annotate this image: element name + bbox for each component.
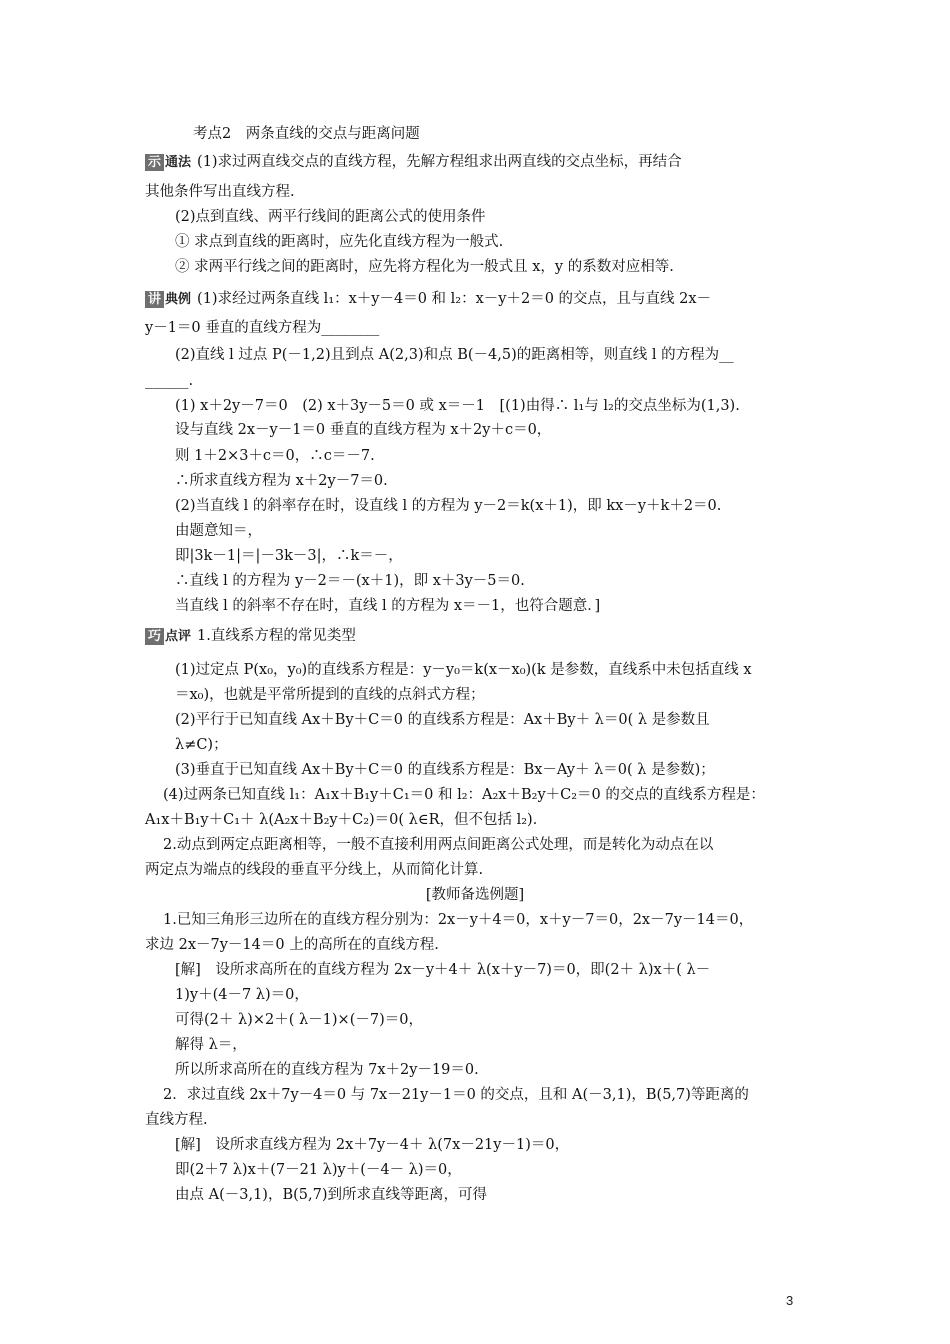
dianli-line-3: (2)直线 l 过点 P(－1,2)且到点 A(2,3)和点 B(－4,5)的距离相等，则直线 l 的方程为__	[175, 347, 734, 363]
example-line-6: 解得 λ＝，	[175, 1037, 247, 1053]
tongfa-line-1	[145, 152, 682, 172]
tongfa-tag-text: 通法	[165, 154, 192, 170]
dianli-tag	[145, 291, 191, 308]
dianping-line-10: 两定点为端点的线段的垂直平分线上，从而简化计算.	[145, 862, 484, 878]
tongfa-tag	[145, 154, 191, 171]
answer-line-1: (1) x＋2y－7＝0 (2) x＋3y－5＝0 或 x＝－1 [(1)由得∴ l₁与 l₂的交点坐标为(1,3).	[175, 398, 740, 414]
dianping-line-1	[145, 626, 356, 646]
dianping-line-5: λ≠C)；	[175, 737, 228, 753]
answer-line-7: 即|3k－1|＝|－3k－3|，∴k＝－，	[175, 548, 403, 564]
answer-line-6: 由题意知＝，	[175, 523, 262, 539]
answer-line-4: ∴所求直线方程为 x＋2y－7＝0.	[175, 473, 388, 489]
dianping-tag-box: 巧	[145, 628, 164, 645]
dianping-line-3: ＝x₀)，也就是平常所提到的直线的点斜式方程；	[175, 687, 485, 703]
answer-line-2: 设与直线 2x－y－1＝0 垂直的直线方程为 x＋2y＋c＝0，	[175, 422, 552, 438]
dianping-line-4: (2)平行于已知直线 Ax＋By＋C＝0 的直线系方程是：Ax＋By＋ λ＝0( λ 是参数且	[175, 712, 710, 728]
answer-line-3: 则 1＋2×3＋c＝0，∴c＝－7.	[175, 448, 375, 464]
example-line-1: 1.已知三角形三边所在的直线方程分别为：2x－y＋4＝0，x＋y－7＝0，2x－7y－14＝0，	[163, 912, 754, 928]
page-number: 3	[786, 1293, 794, 1308]
tongfa-line-2: 其他条件写出直线方程.	[145, 184, 295, 200]
tongfa-line-3: (2)点到直线、两平行线间的距离公式的使用条件	[175, 209, 486, 225]
answer-line-8: ∴直线 l 的方程为 y－2＝－(x＋1)，即 x＋3y－5＝0.	[175, 573, 525, 589]
example-line-8: 2．求过直线 2x＋7y－4＝0 与 7x－21y－1＝0 的交点，且和 A(－3,1)，B(5,7)等距离的	[163, 1087, 749, 1103]
example-line-3: [解] 设所求高所在的直线方程为 2x－y＋4＋ λ(x＋y－7)＝0，即(2＋ λ)x＋( λ－	[175, 962, 711, 978]
example-line-11: 即(2＋7 λ)x＋(7－21 λ)y＋(－4－ λ)＝0，	[175, 1162, 462, 1178]
example-line-12: 由点 A(－3,1)，B(5,7)到所求直线等距离，可得	[175, 1187, 487, 1203]
teacher-examples-heading: [教师备选例题]	[425, 887, 525, 903]
dianping-line-8: A₁x＋B₁y＋C₁＋ λ(A₂x＋B₂y＋C₂)＝0( λ∈R，但不包括 l₂)．	[145, 812, 548, 828]
dianli-line-4: ______.	[145, 373, 194, 389]
example-line-5: 可得(2＋ λ)×2＋( λ－1)×(－7)＝0，	[175, 1012, 423, 1028]
example-line-10: [解] 设所求直线方程为 2x＋7y－4＋ λ(7x－21y－1)＝0，	[175, 1137, 570, 1153]
example-line-7: 所以所求高所在的直线方程为 7x＋2y－19＝0.	[175, 1062, 479, 1078]
dianping-line-6: (3)垂直于已知直线 Ax＋By＋C＝0 的直线系方程是：Bx－Ay＋ λ＝0( λ 是参数)；	[175, 762, 715, 778]
tongfa-text-1: (1)求过两直线交点的直线方程，先解方程组求出两直线的交点坐标，再结合	[197, 154, 682, 170]
tongfa-tag-box: 示	[145, 154, 164, 171]
dianli-text-1: (1)求经过两条直线 l₁：x＋y－4＝0 和 l₂：x－y＋2＝0 的交点，且与直线 2x－	[197, 291, 712, 307]
dianping-tag-text: 点评	[165, 628, 192, 644]
section-title: 考点2 两条直线的交点与距离问题	[193, 126, 420, 142]
dianli-line-2: y－1＝0 垂直的直线方程为________	[145, 320, 380, 336]
answer-line-5: (2)当直线 l 的斜率存在时，设直线 l 的方程为 y－2＝k(x＋1)，即 kx－y＋k＋2＝0.	[175, 498, 722, 514]
dianping-line-9: 2.动点到两定点距离相等，一般不直接利用两点间距离公式处理，而是转化为动点在以	[163, 837, 714, 853]
dianli-line-1	[145, 289, 711, 309]
dianping-tag	[145, 628, 191, 645]
dianping-line-2: (1)过定点 P(x₀，y₀)的直线系方程是：y－y₀＝k(x－x₀)(k 是参数，直线系中未包括直线 x	[175, 662, 752, 678]
tongfa-line-4: ① 求点到直线的距离时，应先化直线方程为一般式.	[175, 234, 504, 250]
dianping-text-1: 1.直线系方程的常见类型	[197, 628, 356, 644]
dianli-tag-box: 讲	[145, 291, 164, 308]
example-line-9: 直线方程.	[145, 1112, 208, 1128]
dianli-tag-text: 典例	[165, 291, 192, 307]
answer-line-9: 当直线 l 的斜率不存在时，直线 l 的方程为 x＝－1，也符合题意．]	[175, 598, 601, 614]
tongfa-line-5: ② 求两平行线之间的距离时，应先将方程化为一般式且 x，y 的系数对应相等.	[175, 259, 674, 275]
example-line-4: 1)y＋(4－7 λ)＝0，	[175, 987, 309, 1003]
dianping-line-7: (4)过两条已知直线 l₁：A₁x＋B₁y＋C₁＝0 和 l₂：A₂x＋B₂y＋C₂＝0 的交点的直线系方程是：	[163, 787, 765, 803]
example-line-2: 求边 2x－7y－14＝0 上的高所在的直线方程.	[145, 937, 439, 953]
